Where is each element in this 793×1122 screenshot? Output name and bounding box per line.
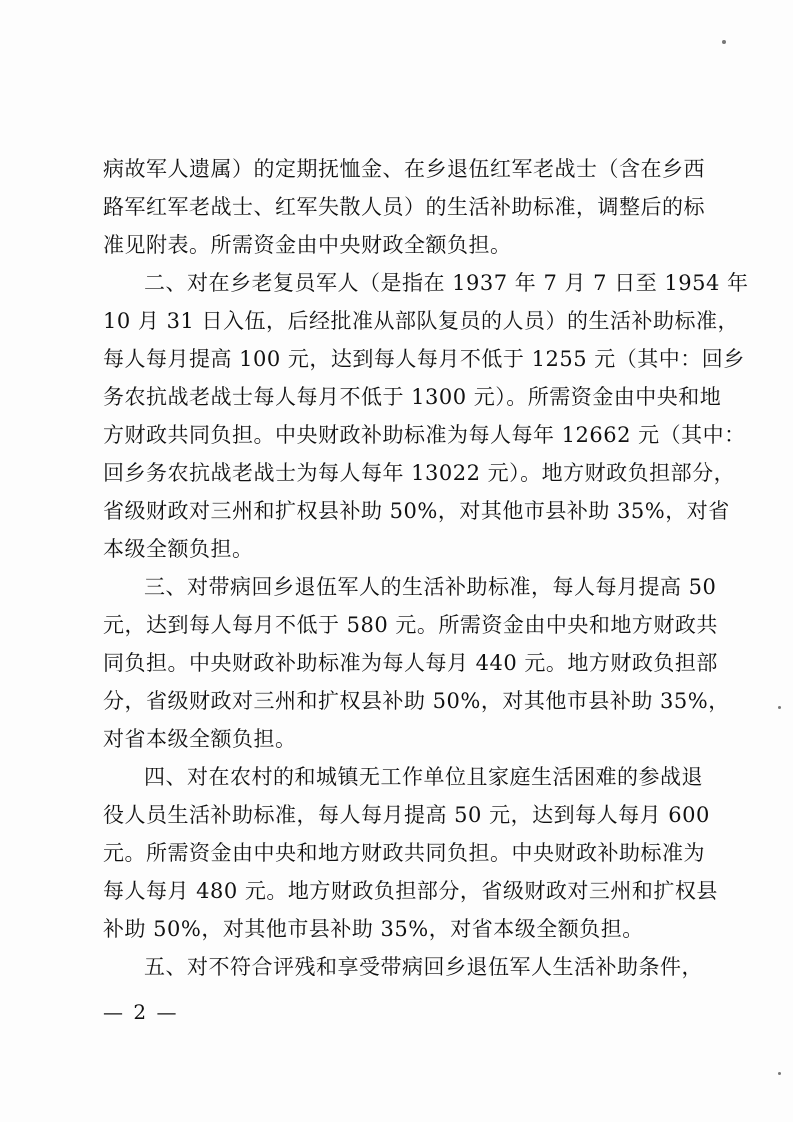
text-line-3: 准见附表。所需资金由中央财政全额负担。 [103, 233, 512, 257]
scan-speck [722, 40, 726, 44]
paragraph-3-line-1: 三、对带病回乡退伍军人的生活补助标准，每人每月提高 50 [144, 575, 717, 599]
paragraph-2-line-5: 方财政共同负担。中央财政补助标准为每人每年 12662 元（其中： [103, 423, 746, 447]
paragraph-4-line-3: 元。所需资金由中央和地方财政共同负担。中央财政补助标准为 [103, 841, 705, 865]
scan-speck [778, 706, 781, 709]
paragraph-3-line-4: 分，省级财政对三州和扩权县补助 50%，对其他市县补助 35%， [103, 689, 730, 713]
paragraph-2-line-6: 回乡务农抗战老战士为每人每年 13022 元）。地方财政负担部分， [103, 461, 736, 485]
paragraph-2-line-7: 省级财政对三州和扩权县补助 50%，对其他市县补助 35%，对省 [103, 499, 730, 523]
paragraph-4-line-5: 补助 50%，对其他市县补助 35%，对省本级全额负担。 [103, 917, 644, 941]
paragraph-5-line-1: 五、对不符合评残和享受带病回乡退伍军人生活补助条件， [144, 955, 703, 979]
paragraph-2-line-3: 每人每月提高 100 元，达到每人每月不低于 1255 元（其中：回乡 [103, 347, 745, 371]
paragraph-2-line-1: 二、对在乡老复员军人（是指在 1937 年 7 月 7 日至 1954 年 [144, 271, 749, 295]
scan-speck [778, 1072, 781, 1075]
paragraph-3-line-5: 对省本级全额负担。 [103, 727, 297, 751]
paragraph-3-line-3: 同负担。中央财政补助标准为每人每月 440 元。地方财政负担部 [103, 651, 718, 675]
paragraph-4-line-2: 役人员生活补助标准，每人每月提高 50 元，达到每人每月 600 [103, 803, 710, 827]
page-number: — 2 — [103, 1000, 179, 1024]
text-line-2: 路军红军老战士、红军失散人员）的生活补助标准，调整后的标 [103, 195, 705, 219]
paragraph-4-line-4: 每人每月 480 元。地方财政负担部分，省级财政对三州和扩权县 [103, 879, 718, 903]
text-line-1: 病故军人遗属）的定期抚恤金、在乡退伍红军老战士（含在乡西 [103, 157, 705, 181]
paragraph-3-line-2: 元，达到每人每月不低于 580 元。所需资金由中央和地方财政共 [103, 613, 718, 637]
paragraph-2-line-2: 10 月 31 日入伍，后经批准从部队复员的人员）的生活补助标准， [103, 309, 739, 333]
paragraph-4-line-1: 四、对在农村的和城镇无工作单位且家庭生活困难的参战退 [144, 765, 703, 789]
paragraph-2-line-4: 务农抗战老战士每人每月不低于 1300 元）。所需资金由中央和地 [103, 385, 722, 409]
paragraph-2-line-8: 本级全额负担。 [103, 537, 254, 561]
